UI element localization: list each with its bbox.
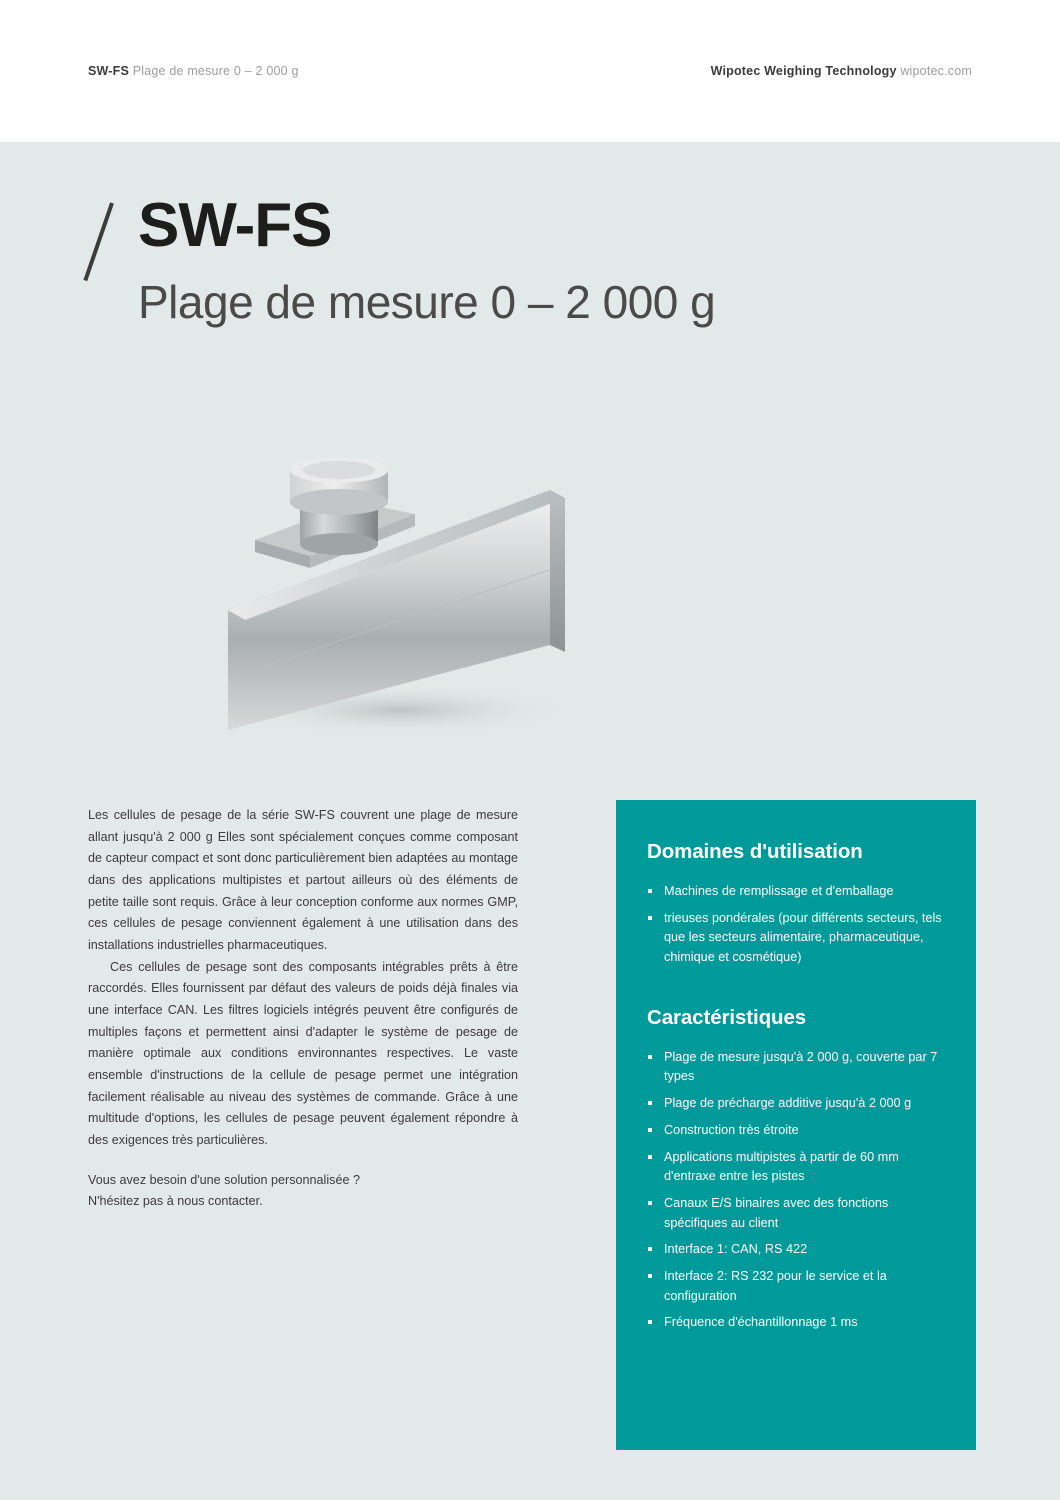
list-item: Fréquence d'échantillonnage 1 ms	[647, 1313, 950, 1333]
slash-icon	[96, 203, 130, 281]
list-item: Plage de mesure jusqu'à 2 000 g, couverte par 7 types	[647, 1048, 950, 1087]
product-photo	[150, 430, 610, 760]
list-item: Interface 2: RS 232 pour le service et la configuration	[647, 1267, 950, 1306]
page-header	[0, 0, 1060, 142]
body-paragraph-1: Les cellules de pesage de la série SW-FS couvrent une plage de mesure allant jusqu'à 2 000 g Elles sont spécialement conçues comme composant de capteur compact et sont donc particulièrement bien adaptées au montage dans des applications multipistes et partout ailleurs où des éléments de petite taille sont requis. Grâce à leur conception conforme aux normes GMP, ces cellules de pesage conviennent également à une utilisation dans des installations industrielles pharmaceutiques.	[88, 808, 518, 952]
list-item: Applications multipistes à partir de 60 mm d'entraxe entre les pistes	[647, 1148, 950, 1187]
list-item: Canaux E/S binaires avec des fonctions spécifiques au client	[647, 1194, 950, 1233]
page-title: SW-FS	[138, 191, 332, 260]
applications-list	[647, 882, 950, 968]
header-left-bold: SW-FS	[88, 64, 130, 78]
header-left-rest: Plage de mesure 0 – 2 000 g	[129, 64, 299, 78]
highlights-box	[616, 800, 976, 1450]
body-paragraph-3: Vous avez besoin d'une solution personnalisée ?	[88, 1172, 360, 1187]
list-item: Plage de précharge additive jusqu'à 2 000 g	[647, 1094, 950, 1114]
list-item: Construction très étroite	[647, 1121, 950, 1141]
header-right-text	[711, 64, 972, 78]
features-heading: Caractéristiques	[647, 1005, 807, 1029]
features-list	[647, 1048, 950, 1333]
header-right-bold: Wipotec Weighing Technology	[710, 64, 897, 78]
page-subtitle: Plage de mesure 0 – 2 000 g	[138, 276, 716, 328]
body-text-column	[88, 805, 518, 1213]
header-left-text	[88, 64, 299, 78]
header-right-rest: wipotec.com	[896, 64, 972, 78]
body-paragraph-2: Ces cellules de pesage sont des composants intégrables prêts à être raccordés. Elles fournissent par défaut des valeurs de poids déjà finales via une interface CAN. Les filtres logiciels intégrés peuvent être configurés de multiples façons et permettent ainsi d'adapter le système de pesage de manière optimale aux conditions environnantes respectives. Le vaste ensemble d'instructions de la cellule de pesage permet une intégration facilement réalisable au niveau des systèmes de commande. Grâce à une multitude d'options, les cellules de pesage peuvent également répondre à des exigences très particulières.	[88, 959, 518, 1147]
list-item: trieuses pondérales (pour différents secteurs, tels que les secteurs alimentaire, pharmaceutique, chimique et cosmétique)	[647, 909, 950, 968]
applications-heading: Domaines d'utilisation	[647, 840, 863, 863]
list-item: Interface 1: CAN, RS 422	[647, 1240, 950, 1260]
list-item: Machines de remplissage et d'emballage	[647, 882, 950, 902]
body-paragraph-4: N'hésitez pas à nous contacter.	[88, 1194, 263, 1209]
